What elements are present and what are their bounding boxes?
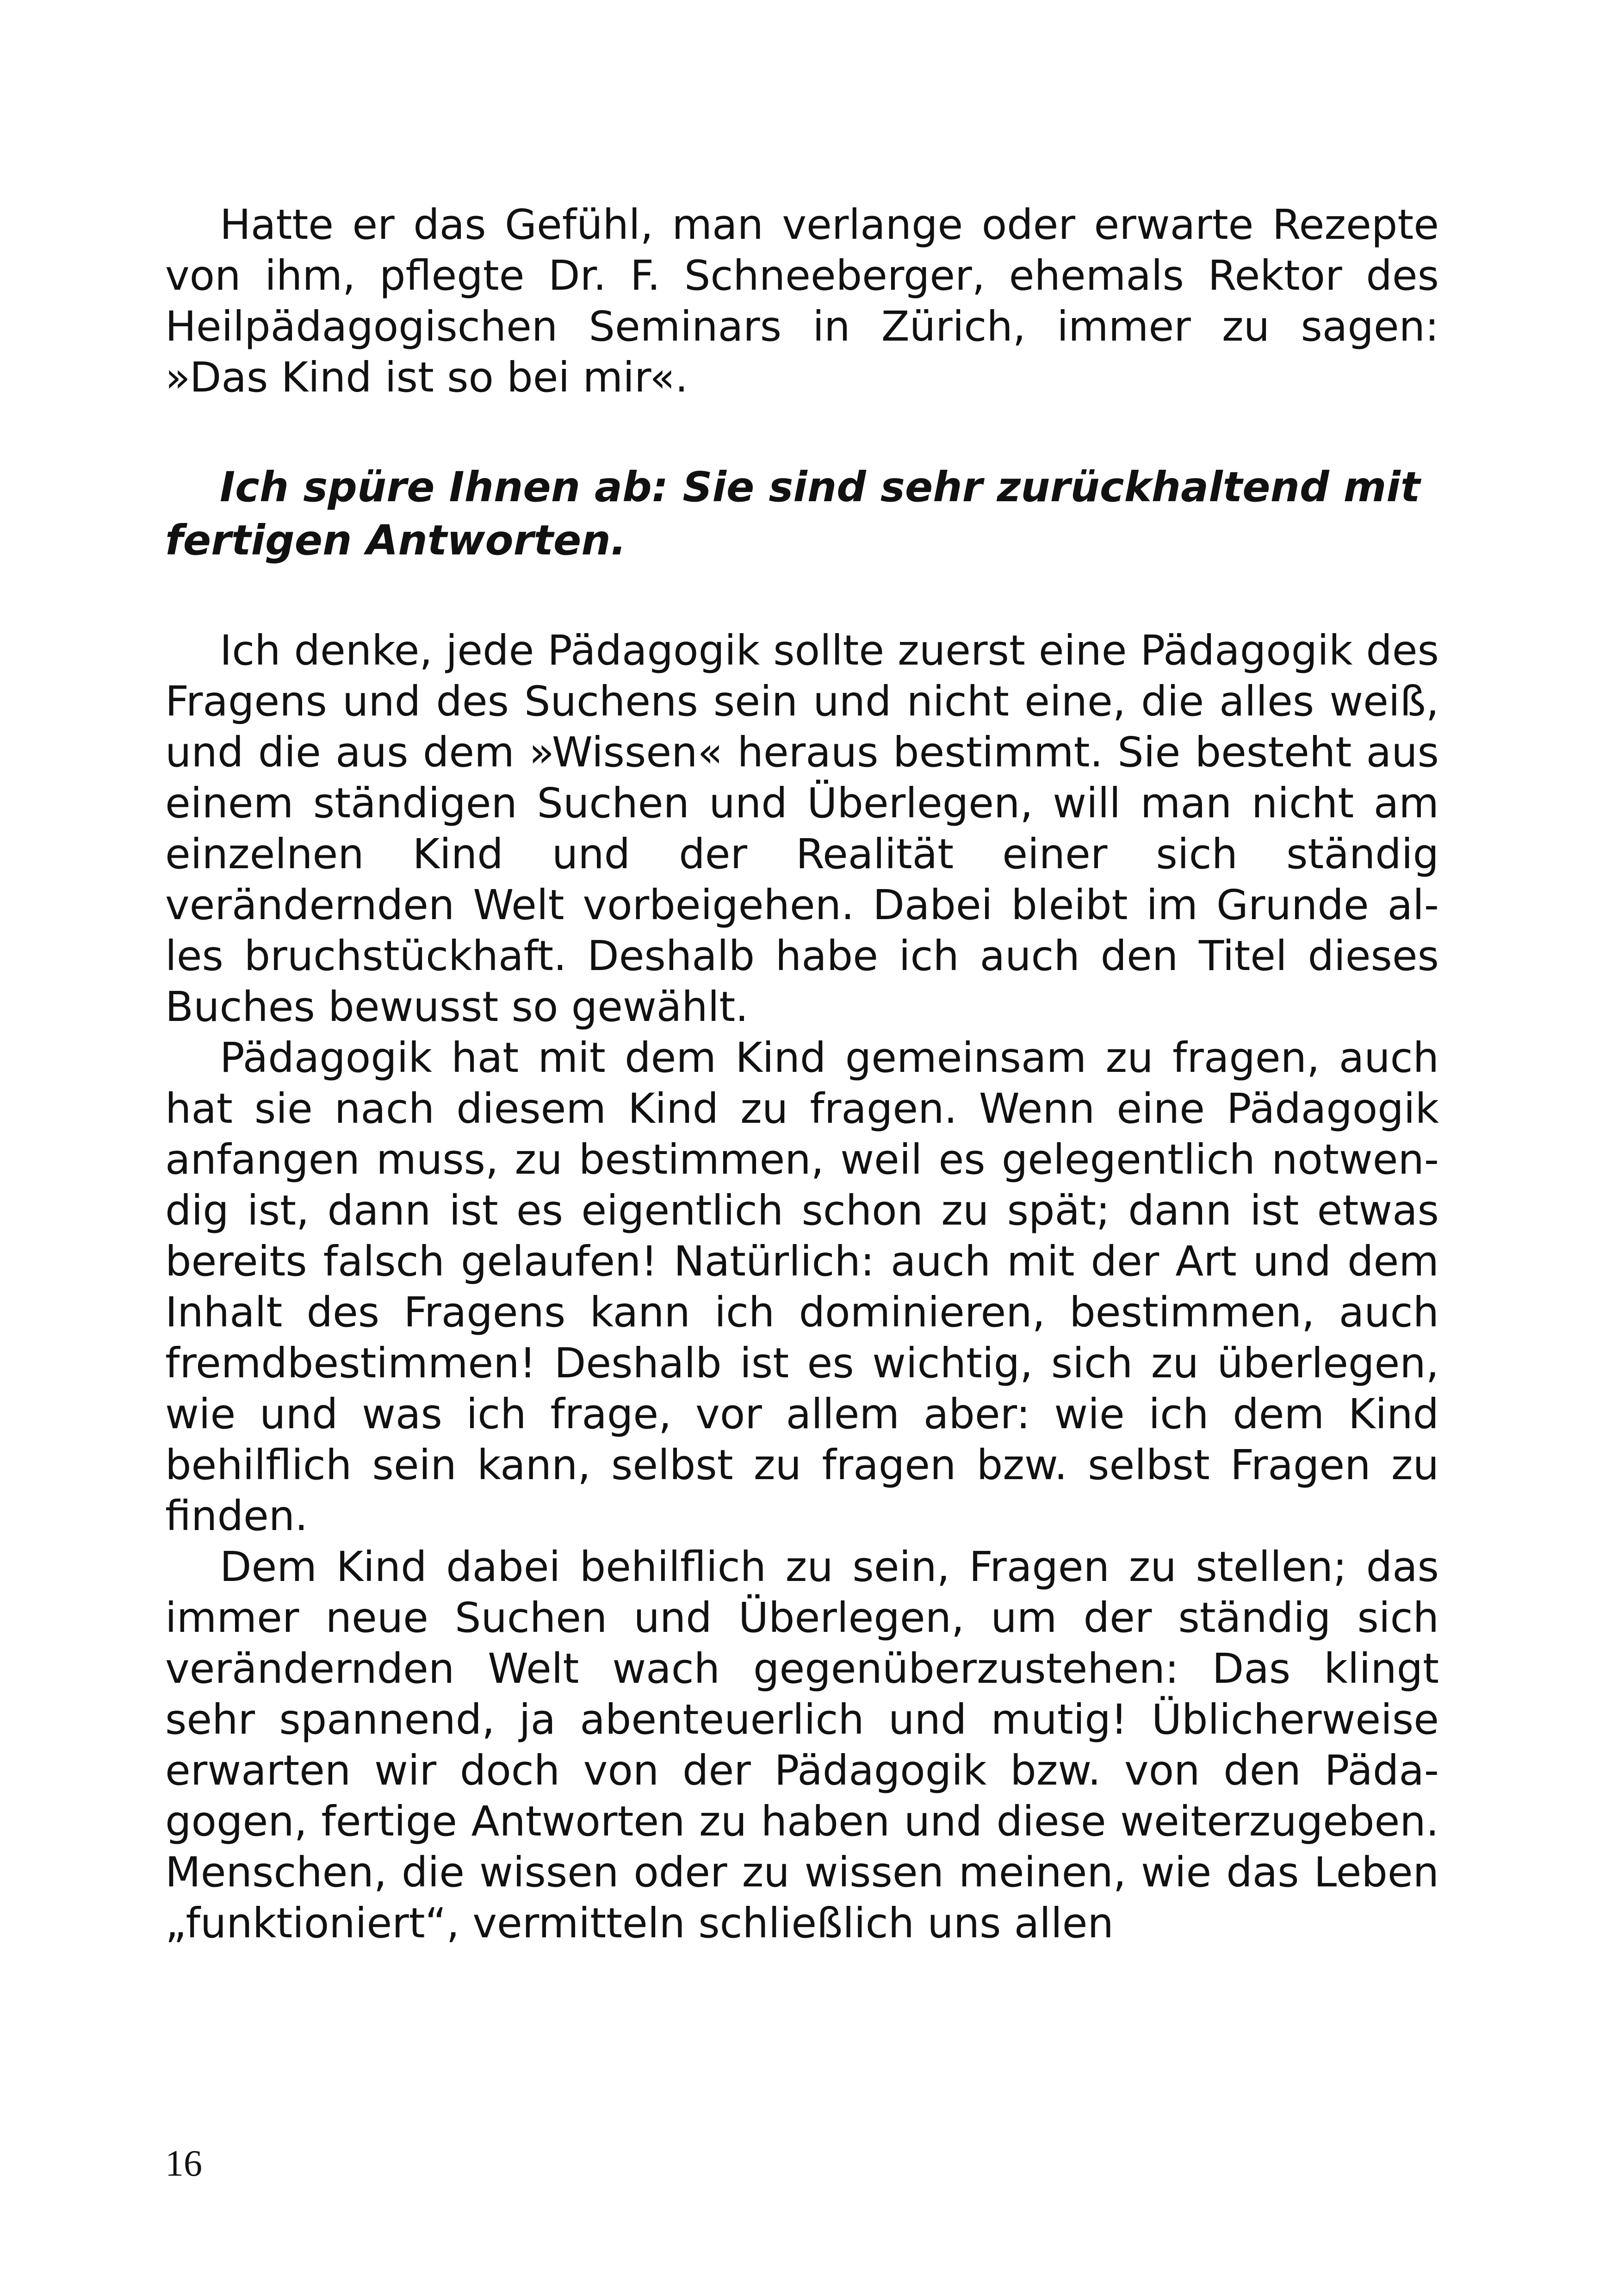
paragraph-intro: Hatte er das Gefühl, man verlange oder erwarte Rezepte von ihm, pflegte Dr. F. Schneeberger, ehemals Rektor des Heilpädagogischen Seminars in Zürich, immer zu sagen: »Das Kind ist so bei mir«. xyxy=(165,200,1439,401)
page-number: 16 xyxy=(165,2143,202,2184)
interview-question: Ich spüre Ihnen ab: Sie sind sehr zurückhaltend mit fertigen Antworten. xyxy=(165,463,1420,564)
body-text xyxy=(165,199,1439,1948)
paragraph-answer-2: Pädagogik hat mit dem Kind gemeinsam zu fragen, auch hat sie nach diesem Kind zu fragen. Wenn eine Pädagogik anfangen muss, zu bestimmen, weil es gelegentlich notwendig ist, dann ist es eigentlich schon zu spät; dann ist etwas bereits falsch gelaufen! Natürlich: auch mit der Art und dem Inhalt des Fragens kann ich dominieren, bestimmen, auch fremdbestimmen! Deshalb ist es wichtig, sich zu überlegen, wie und was ich frage, vor allem aber: wie ich dem Kind behilflich sein kann, selbst zu fragen bzw. selbst Fragen zu finden. xyxy=(165,1033,1439,1540)
paragraph-answer-3: Dem Kind dabei behilflich zu sein, Fragen zu stellen; das immer neue Suchen und Überlegen, um der ständig sich verändernden Welt wach gegenüberzustehen: Das klingt sehr spannend, ja abenteuerlich und mutig! Üblicherweise erwarten wir doch von der Pädagogik bzw. von den Pädagogen, fertige Antworten zu haben und diese weiterzugeben. Menschen, die wissen oder zu wissen meinen, wie das Leben „funktioniert“, vermitteln schließlich uns allen xyxy=(165,1543,1439,1947)
paragraph-answer-1: Ich denke, jede Pädagogik sollte zuerst eine Pädagogik des Fragens und des Suchens sein und nicht eine, die alles weiß, und die aus dem »Wissen« heraus bestimmt. Sie besteht aus einem ständigen Suchen und Überlegen, will man nicht am einzelnen Kind und der Realität einer sich ständig verändernden Welt vorbeigehen. Dabei bleibt im Grunde alles bruchstückhaft. Deshalb habe ich auch den Titel dieses Buches bewusst so gewählt. xyxy=(165,626,1439,1031)
